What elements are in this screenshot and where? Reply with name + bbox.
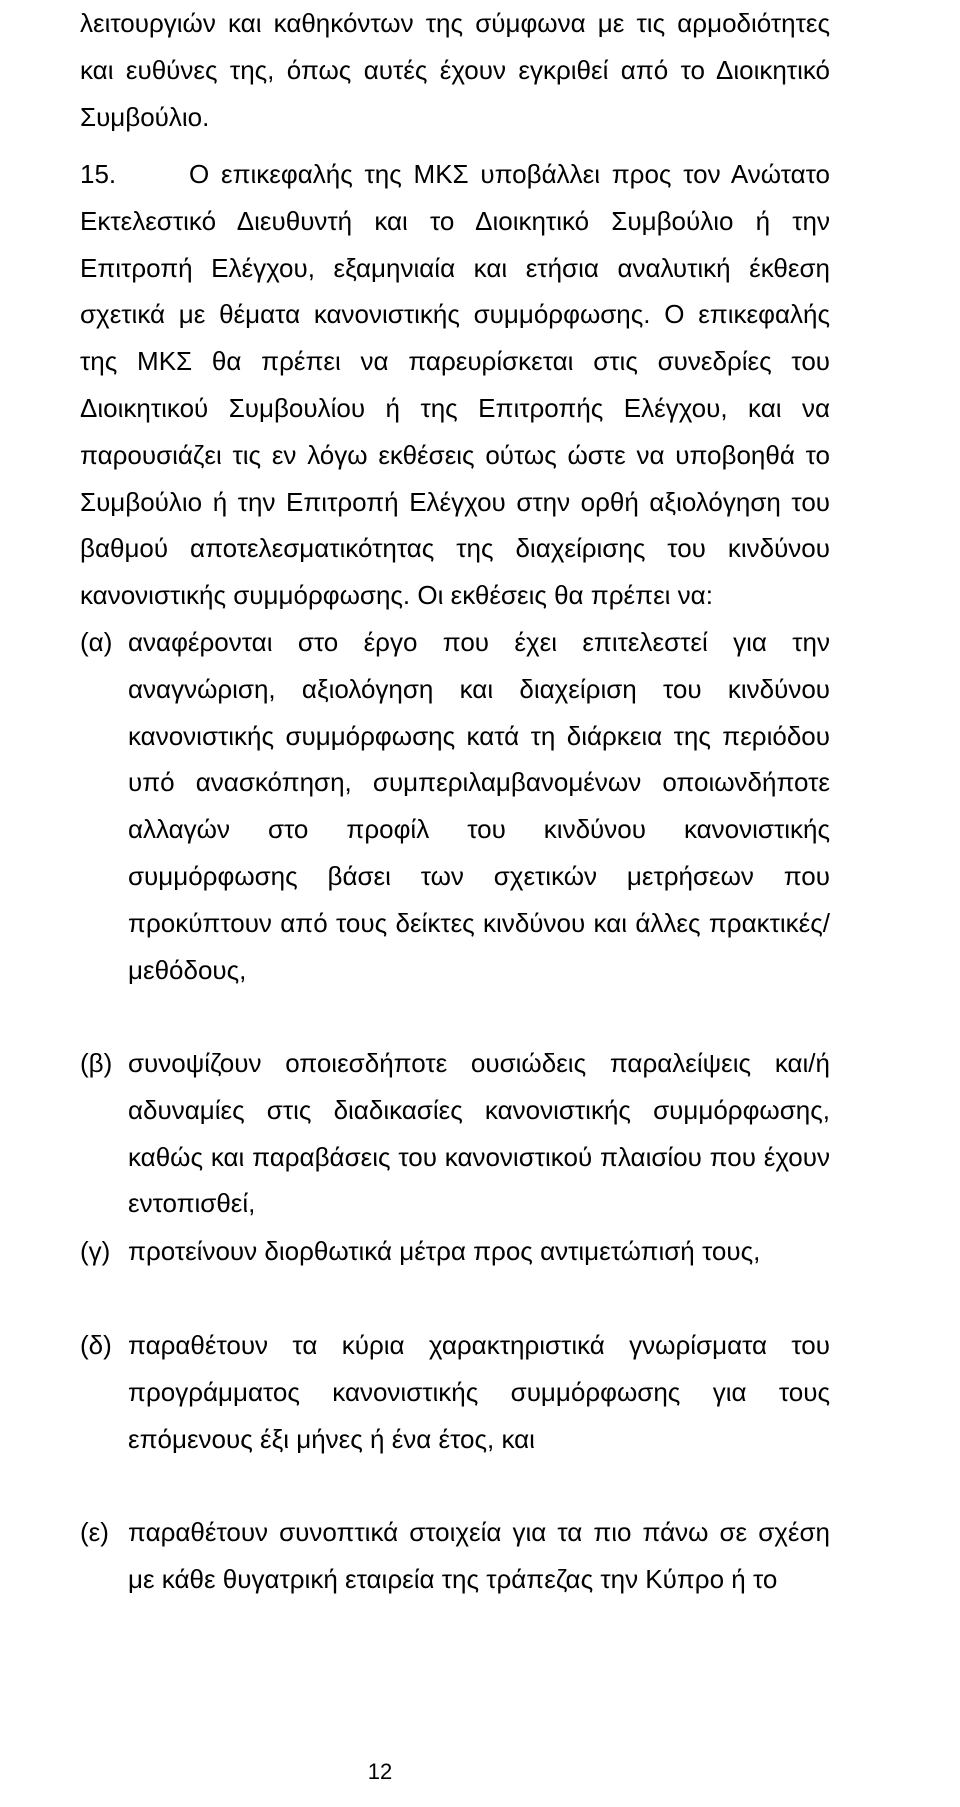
list-item-a: αναφέρονται στο έργο που έχει επιτελεστεί για την αναγνώριση, αξιολόγηση και διαχείριση του κινδύνου κανονιστικής συμμόρφωσης κατά τη διάρκεια της περιόδου υπό ανασκόπηση, συμπεριλαμβανομένων οποιωνδήποτε αλλαγών στο προφίλ του κινδύνου κανονιστικής συμμόρφωσης βάσει των σχετικών μετρήσεων που προκύπτουν από τους δείκτες κινδύνου και άλλες πρακτικές/μεθόδους, bbox=[128, 627, 830, 985]
item-marker-a: (α) bbox=[80, 627, 113, 657]
page-number: 12 bbox=[367, 1759, 393, 1784]
paragraph-number: 15. bbox=[80, 159, 117, 189]
list-item-c: προτείνουν διορθωτικά μέτρα προς αντιμετώπισή τους, bbox=[128, 1236, 761, 1266]
intro-paragraph: λειτουργιών και καθηκόντων της σύμφωνα με τις αρμοδιότητες και ευθύνες της, όπως αυτές έχουν εγκριθεί από το Διοικητικό Συμβούλιο. bbox=[80, 8, 830, 132]
list-item-d: παραθέτουν τα κύρια χαρακτηριστικά γνωρίσματα του προγράμματος κανονιστικής συμμόρφωσης για τους επόμενους έξι μήνες ή ένα έτος, και bbox=[128, 1330, 830, 1454]
list-item-b: συνοψίζουν οποιεσδήποτε ουσιώδεις παραλείψεις και/ή αδυναμίες στις διαδικασίες κανονιστικής συμμόρφωσης, καθώς και παραβάσεις του κανονιστικού πλαισίου που έχουν εντοπισθεί, bbox=[128, 1048, 830, 1219]
list-item-e: παραθέτουν συνοπτικά στοιχεία για τα πιο πάνω σε σχέση με κάθε θυγατρική εταιρεία της τράπεζας την Κύπρο ή το bbox=[128, 1517, 830, 1594]
item-marker-b: (β) bbox=[80, 1048, 113, 1078]
paragraph-15-text: Ο επικεφαλής της ΜΚΣ υποβάλλει προς τον Ανώτατο Εκτελεστικό Διευθυντή και το Διοικητικό Συμβούλιο ή την Επιτροπή Ελέγχου, εξαμηνιαία και ετήσια αναλυτική έκθεση σχετικά με θέματα κανονιστικής συμμόρφωσης. Ο επικεφαλής της ΜΚΣ θα πρέπει να παρευρίσκεται στις συνεδρίες του Διοικητικού Συμβουλίου ή της Επιτροπής Ελέγχου, και να παρουσιάζει τις εν λόγω εκθέσεις ούτως ώστε να υποβοηθά το Συμβούλιο ή την Επιτροπή Ελέγχου στην ορθή αξιολόγηση του βαθμού αποτελεσματικότητας της διαχείρισης του κινδύνου κανονιστικής συμμόρφωσης. Οι εκθέσεις θα πρέπει να: bbox=[80, 159, 830, 611]
item-marker-d: (δ) bbox=[80, 1330, 112, 1360]
item-marker-e: (ε) bbox=[80, 1517, 109, 1547]
item-marker-c: (γ) bbox=[80, 1236, 111, 1266]
